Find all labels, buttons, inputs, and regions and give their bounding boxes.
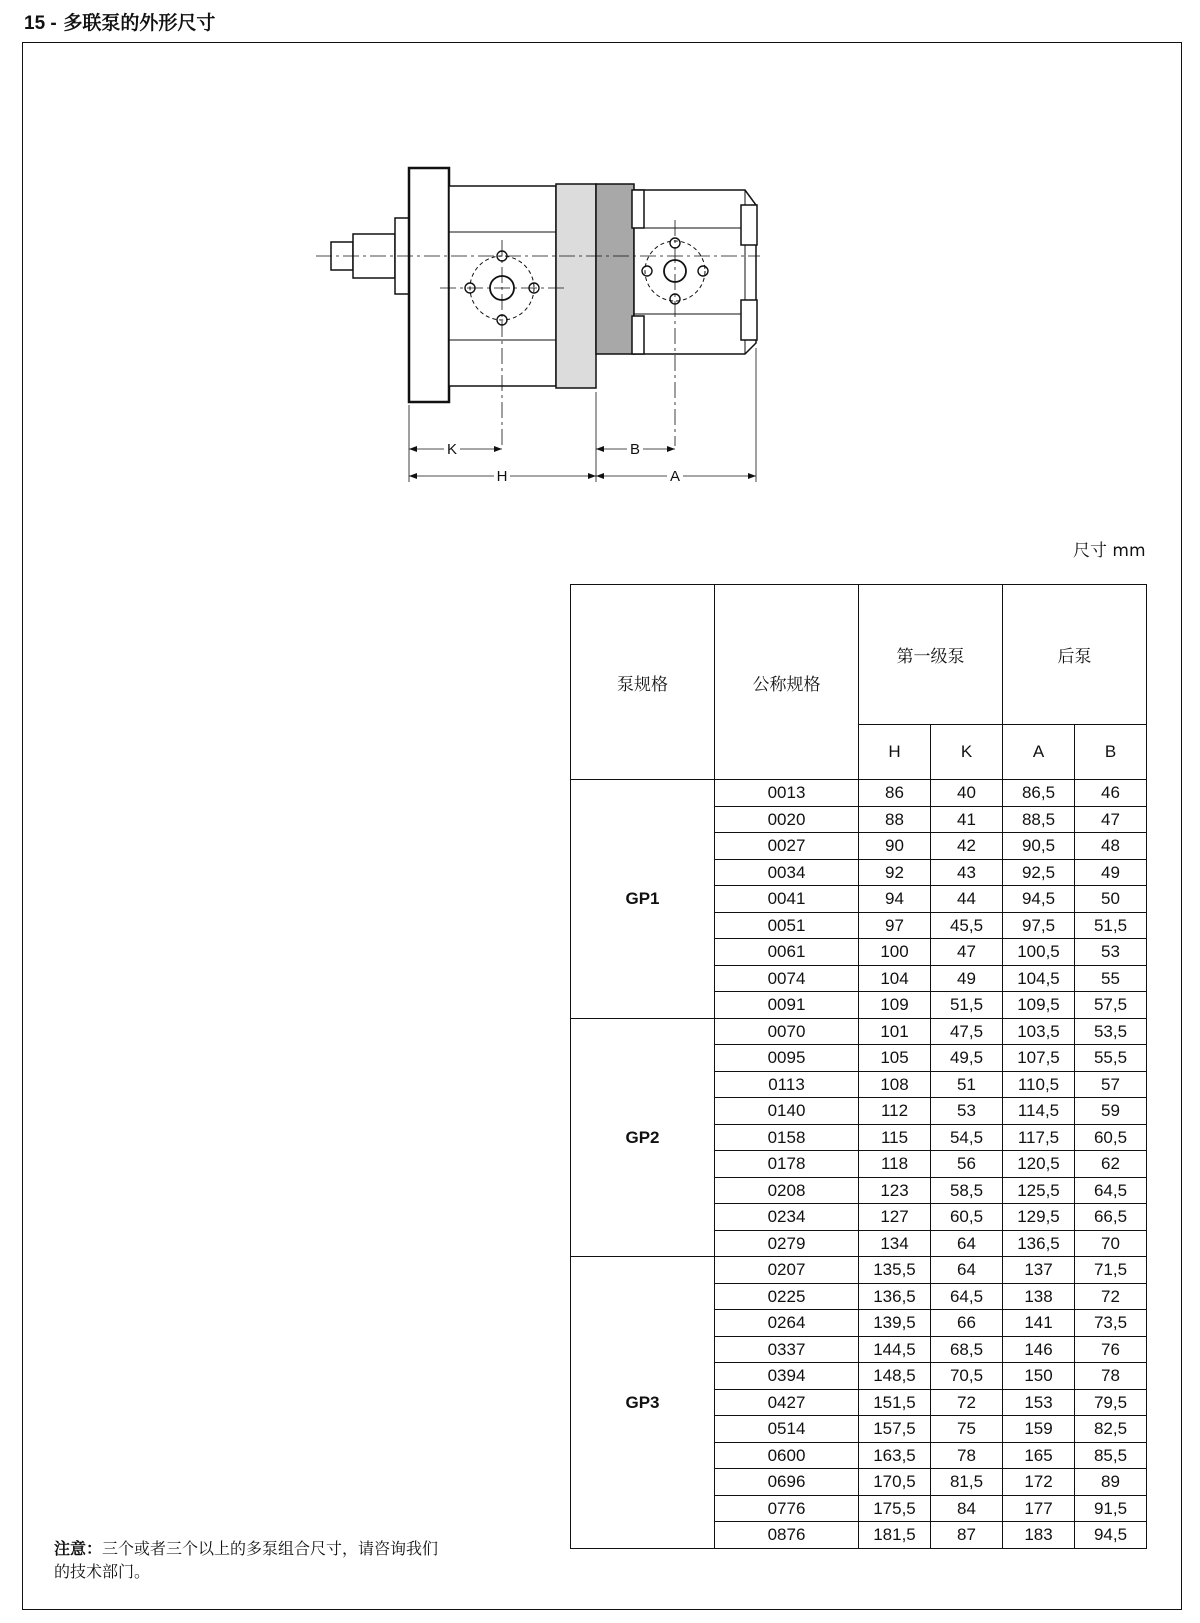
- cell-h: 118: [859, 1151, 931, 1178]
- cell-b: 70: [1075, 1230, 1147, 1257]
- cell-b: 71,5: [1075, 1257, 1147, 1284]
- cell-b: 55: [1075, 965, 1147, 992]
- cell-h: 136,5: [859, 1283, 931, 1310]
- cell-h: 108: [859, 1071, 931, 1098]
- cell-b: 79,5: [1075, 1389, 1147, 1416]
- cell-a: 146: [1003, 1336, 1075, 1363]
- cell-nominal: 0208: [715, 1177, 859, 1204]
- cell-k: 81,5: [931, 1469, 1003, 1496]
- header-b: B: [1075, 725, 1147, 780]
- cell-b: 46: [1075, 780, 1147, 807]
- front-flange: [409, 168, 449, 402]
- cell-a: 92,5: [1003, 859, 1075, 886]
- cell-b: 85,5: [1075, 1442, 1147, 1469]
- cell-k: 40: [931, 780, 1003, 807]
- cell-k: 47,5: [931, 1018, 1003, 1045]
- cell-k: 44: [931, 886, 1003, 913]
- cell-b: 73,5: [1075, 1310, 1147, 1337]
- cell-a: 94,5: [1003, 886, 1075, 913]
- cell-a: 100,5: [1003, 939, 1075, 966]
- cell-h: 104: [859, 965, 931, 992]
- cell-nominal: 0091: [715, 992, 859, 1019]
- cell-nominal: 0178: [715, 1151, 859, 1178]
- cell-h: 101: [859, 1018, 931, 1045]
- header-k: K: [931, 725, 1003, 780]
- cell-h: 97: [859, 912, 931, 939]
- cell-k: 75: [931, 1416, 1003, 1443]
- cell-k: 72: [931, 1389, 1003, 1416]
- cell-a: 172: [1003, 1469, 1075, 1496]
- cell-b: 78: [1075, 1363, 1147, 1390]
- cell-k: 42: [931, 833, 1003, 860]
- cell-b: 91,5: [1075, 1495, 1147, 1522]
- cell-nominal: 0020: [715, 806, 859, 833]
- cell-k: 87: [931, 1522, 1003, 1549]
- cell-a: 153: [1003, 1389, 1075, 1416]
- cell-nominal: 0013: [715, 780, 859, 807]
- header-rear-pump: 后泵: [1003, 585, 1147, 725]
- cell-k: 78: [931, 1442, 1003, 1469]
- cell-a: 183: [1003, 1522, 1075, 1549]
- header-h: H: [859, 725, 931, 780]
- header-first-pump: 第一级泵: [859, 585, 1003, 725]
- cell-b: 57: [1075, 1071, 1147, 1098]
- cell-b: 50: [1075, 886, 1147, 913]
- cell-h: 134: [859, 1230, 931, 1257]
- cell-a: 90,5: [1003, 833, 1075, 860]
- cell-k: 84: [931, 1495, 1003, 1522]
- cell-a: 109,5: [1003, 992, 1075, 1019]
- cell-k: 49,5: [931, 1045, 1003, 1072]
- cell-nominal: 0696: [715, 1469, 859, 1496]
- cell-k: 47: [931, 939, 1003, 966]
- cell-a: 97,5: [1003, 912, 1075, 939]
- cell-k: 58,5: [931, 1177, 1003, 1204]
- cell-nominal: 0394: [715, 1363, 859, 1390]
- cell-nominal: 0264: [715, 1310, 859, 1337]
- cell-b: 62: [1075, 1151, 1147, 1178]
- cell-b: 64,5: [1075, 1177, 1147, 1204]
- group-name: GP2: [571, 1018, 715, 1257]
- cell-b: 57,5: [1075, 992, 1147, 1019]
- cell-h: 90: [859, 833, 931, 860]
- cell-a: 86,5: [1003, 780, 1075, 807]
- group-name: GP3: [571, 1257, 715, 1549]
- cell-b: 59: [1075, 1098, 1147, 1125]
- dim-label-a: A: [669, 468, 681, 485]
- cell-nominal: 0095: [715, 1045, 859, 1072]
- cell-nominal: 0427: [715, 1389, 859, 1416]
- cell-k: 70,5: [931, 1363, 1003, 1390]
- footnote: [54, 1537, 454, 1583]
- cell-h: 127: [859, 1204, 931, 1231]
- cell-nominal: 0207: [715, 1257, 859, 1284]
- cell-a: 125,5: [1003, 1177, 1075, 1204]
- bolt-head-top: [632, 190, 644, 228]
- cell-a: 138: [1003, 1283, 1075, 1310]
- cell-k: 49: [931, 965, 1003, 992]
- cell-k: 51: [931, 1071, 1003, 1098]
- cell-k: 41: [931, 806, 1003, 833]
- cell-k: 64: [931, 1257, 1003, 1284]
- pump-drawing: [0, 0, 1200, 520]
- group-name: GP1: [571, 780, 715, 1019]
- cell-b: 60,5: [1075, 1124, 1147, 1151]
- cell-b: 53: [1075, 939, 1147, 966]
- rear-nut-top: [741, 205, 757, 245]
- cell-b: 51,5: [1075, 912, 1147, 939]
- cell-a: 159: [1003, 1416, 1075, 1443]
- cell-a: 114,5: [1003, 1098, 1075, 1125]
- cell-a: 137: [1003, 1257, 1075, 1284]
- cell-h: 181,5: [859, 1522, 931, 1549]
- cell-k: 66: [931, 1310, 1003, 1337]
- cell-b: 48: [1075, 833, 1147, 860]
- cell-nominal: 0234: [715, 1204, 859, 1231]
- cell-a: 104,5: [1003, 965, 1075, 992]
- bolt-head-bottom: [632, 316, 644, 354]
- cell-a: 150: [1003, 1363, 1075, 1390]
- cell-k: 64,5: [931, 1283, 1003, 1310]
- cell-h: 105: [859, 1045, 931, 1072]
- cell-nominal: 0279: [715, 1230, 859, 1257]
- section-title: 多联泵的外形尺寸: [63, 12, 216, 34]
- cell-k: 43: [931, 859, 1003, 886]
- header-nominal: 公称规格: [715, 585, 859, 780]
- cell-b: 72: [1075, 1283, 1147, 1310]
- table-row: [571, 1257, 1147, 1284]
- cell-a: 136,5: [1003, 1230, 1075, 1257]
- cell-h: 135,5: [859, 1257, 931, 1284]
- cell-h: 115: [859, 1124, 931, 1151]
- cell-b: 66,5: [1075, 1204, 1147, 1231]
- footnote-text: 三个或者三个以上的多泵组合尺寸，请咨询我们的技术部门。: [54, 1539, 439, 1581]
- cell-k: 64: [931, 1230, 1003, 1257]
- cell-nominal: 0225: [715, 1283, 859, 1310]
- cell-h: 109: [859, 992, 931, 1019]
- cell-k: 68,5: [931, 1336, 1003, 1363]
- cell-h: 151,5: [859, 1389, 931, 1416]
- cell-nominal: 0061: [715, 939, 859, 966]
- cell-b: 82,5: [1075, 1416, 1147, 1443]
- dim-label-h: H: [496, 468, 508, 485]
- rear-nut-bottom: [741, 300, 757, 340]
- cell-nominal: 0070: [715, 1018, 859, 1045]
- cell-nominal: 0113: [715, 1071, 859, 1098]
- intermediate-plate: [556, 184, 596, 388]
- cell-k: 56: [931, 1151, 1003, 1178]
- cell-h: 100: [859, 939, 931, 966]
- dimensions-table: [570, 584, 1147, 1549]
- cell-h: 92: [859, 859, 931, 886]
- cell-nominal: 0876: [715, 1522, 859, 1549]
- cell-a: 120,5: [1003, 1151, 1075, 1178]
- cell-b: 89: [1075, 1469, 1147, 1496]
- cell-nominal: 0600: [715, 1442, 859, 1469]
- cell-a: 177: [1003, 1495, 1075, 1522]
- cell-h: 86: [859, 780, 931, 807]
- cell-k: 54,5: [931, 1124, 1003, 1151]
- cell-h: 144,5: [859, 1336, 931, 1363]
- cell-a: 88,5: [1003, 806, 1075, 833]
- section-number: 15 -: [24, 13, 57, 34]
- cell-nominal: 0140: [715, 1098, 859, 1125]
- cell-h: 123: [859, 1177, 931, 1204]
- cell-a: 141: [1003, 1310, 1075, 1337]
- dim-label-b: B: [629, 441, 641, 458]
- cell-nominal: 0074: [715, 965, 859, 992]
- cell-nominal: 0337: [715, 1336, 859, 1363]
- cell-nominal: 0158: [715, 1124, 859, 1151]
- cell-a: 117,5: [1003, 1124, 1075, 1151]
- cell-nominal: 0027: [715, 833, 859, 860]
- cell-b: 49: [1075, 859, 1147, 886]
- cell-h: 163,5: [859, 1442, 931, 1469]
- cell-a: 165: [1003, 1442, 1075, 1469]
- cell-h: 112: [859, 1098, 931, 1125]
- cell-b: 76: [1075, 1336, 1147, 1363]
- dim-label-k: K: [446, 441, 458, 458]
- cell-h: 175,5: [859, 1495, 931, 1522]
- footnote-label: 注意：: [54, 1539, 103, 1558]
- table-row: [571, 780, 1147, 807]
- cell-k: 60,5: [931, 1204, 1003, 1231]
- cell-k: 53: [931, 1098, 1003, 1125]
- unit-note: 尺寸 mm: [1073, 541, 1146, 561]
- cell-h: 88: [859, 806, 931, 833]
- cell-b: 47: [1075, 806, 1147, 833]
- cell-k: 45,5: [931, 912, 1003, 939]
- cell-h: 139,5: [859, 1310, 931, 1337]
- cell-nominal: 0514: [715, 1416, 859, 1443]
- cell-nominal: 0776: [715, 1495, 859, 1522]
- cell-h: 170,5: [859, 1469, 931, 1496]
- cell-a: 129,5: [1003, 1204, 1075, 1231]
- cell-a: 103,5: [1003, 1018, 1075, 1045]
- cell-h: 148,5: [859, 1363, 931, 1390]
- rear-section-plate: [596, 184, 634, 354]
- cell-h: 157,5: [859, 1416, 931, 1443]
- cell-b: 94,5: [1075, 1522, 1147, 1549]
- cell-nominal: 0041: [715, 886, 859, 913]
- table-row: [571, 1018, 1147, 1045]
- table-body: [571, 780, 1147, 1549]
- header-pump-model: 泵规格: [571, 585, 715, 780]
- cell-a: 107,5: [1003, 1045, 1075, 1072]
- cell-k: 51,5: [931, 992, 1003, 1019]
- cell-h: 94: [859, 886, 931, 913]
- cell-a: 110,5: [1003, 1071, 1075, 1098]
- cell-b: 53,5: [1075, 1018, 1147, 1045]
- cell-nominal: 0051: [715, 912, 859, 939]
- cell-nominal: 0034: [715, 859, 859, 886]
- cell-b: 55,5: [1075, 1045, 1147, 1072]
- header-a: A: [1003, 725, 1075, 780]
